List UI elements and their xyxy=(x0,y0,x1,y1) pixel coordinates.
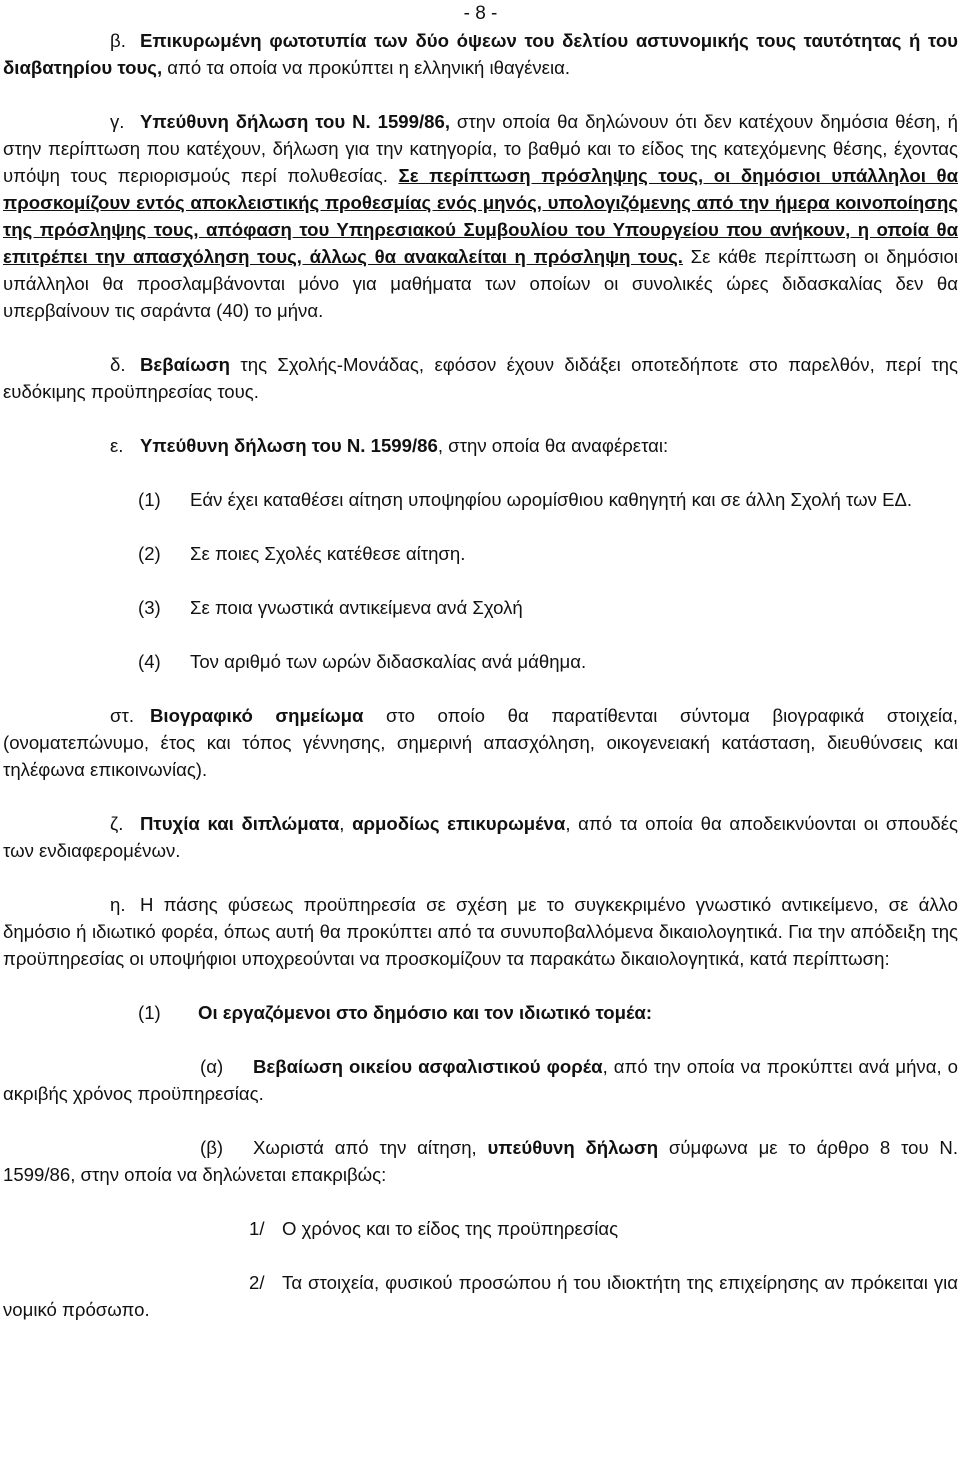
item-h-s1 xyxy=(3,999,958,1026)
item-e-sub-4 xyxy=(3,648,958,675)
item-e-sub-2 xyxy=(3,540,958,567)
item-h-label: η. xyxy=(110,894,126,915)
item-e-sub-2-text: Σε ποιες Σχολές κατέθεσε αίτηση. xyxy=(190,543,466,564)
item-st-label: στ. xyxy=(110,705,134,726)
item-e-sub-3-text: Σε ποια γνωστικά αντικείμενα ανά Σχολή xyxy=(190,597,523,618)
item-h-a-num: (α) xyxy=(200,1056,224,1077)
item-z-title1: Πτυχία και διπλώματα xyxy=(140,813,340,834)
item-d xyxy=(3,351,958,405)
item-e-text: , στην οποία θα αναφέρεται: xyxy=(437,435,669,456)
item-h-list-2-num: 2/ xyxy=(249,1272,265,1293)
item-h-a-title: Βεβαίωση οικείου ασφαλιστικού φορέα xyxy=(253,1056,603,1077)
item-h-list-1 xyxy=(3,1215,958,1242)
item-e-title: Υπεύθυνη δήλωση του Ν. xyxy=(140,435,366,456)
item-h-list-2 xyxy=(3,1269,958,1323)
item-h-s1-title: Οι εργαζόμενοι στο δημόσιο και τον ιδιωτικό τομέα: xyxy=(198,1002,653,1023)
item-e-sub-3-num: (3) xyxy=(138,597,161,618)
item-e-sub-4-text: Τον αριθμό των ωρών διδασκαλίας ανά μάθημα. xyxy=(190,651,587,672)
item-st xyxy=(3,702,958,783)
item-b-label: β. xyxy=(110,30,126,51)
item-c-text2: Σε κάθε περίπτωση οι δημόσιοι υπάλληλοι θα προσλαμβάνονται μόνο για μαθήματα των οποίων οι συνολικές ώρες διδασκαλίας δεν θα υπερβαίνουν τις σαράντα (40) το μήνα. xyxy=(3,246,959,321)
item-b-text: από τα οποία να προκύπτει η ελληνική ιθαγένεια. xyxy=(162,57,570,78)
item-z-sep: , xyxy=(339,813,353,834)
item-e-sub-1-num: (1) xyxy=(138,489,161,510)
item-h-b-text1: Χωριστά από την αίτηση, xyxy=(253,1137,488,1158)
item-c-underlined: Σε περίπτωση πρόσληψης τους, οι δημόσιοι υπάλληλοι θα προσκομίζουν εντός αποκλειστικής προθεσμίας ενός μηνός, υπολογιζόμενης από την ήμερα κοινοποίησης της πρόσληψης τους, απόφαση του Υπηρεσιακού Συμβουλίου του Υπουργείου που ανήκουν, η οποία θα επιτρέπει την απασχόληση τους, άλλως θα ανακαλείται η πρόσληψη τους. xyxy=(3,165,958,267)
item-h-a xyxy=(3,1053,958,1107)
item-c xyxy=(3,108,958,324)
item-e-sub-1-text: Εάν έχει καταθέσει αίτηση υποψηφίου ωρομίσθιου καθηγητή και σε άλλη Σχολή των ΕΔ. xyxy=(190,489,913,510)
item-z-text: , από τα οποία θα αποδεικνύονται οι σπουδές των ενδιαφερομένων. xyxy=(3,813,958,861)
item-c-law: 1599/86, xyxy=(370,111,450,132)
item-d-label: δ. xyxy=(110,354,126,375)
item-z-label: ζ. xyxy=(110,813,124,834)
item-h-b-title: υπεύθυνη δήλωση xyxy=(487,1137,659,1158)
item-z xyxy=(3,810,958,864)
item-st-title: Βιογραφικό σημείωμα xyxy=(150,705,364,726)
document-page xyxy=(3,0,958,1323)
item-h-list-2-text: Τα στοιχεία, φυσικού προσώπου ή του ιδιοκτήτη της επιχείρησης αν πρόκειται για νομικό πρόσωπο. xyxy=(3,1272,958,1320)
item-c-label: γ. xyxy=(110,111,125,132)
item-h xyxy=(3,891,958,972)
item-d-title: Βεβαίωση xyxy=(140,354,230,375)
item-h-text: Η πάσης φύσεως προϋπηρεσία σε σχέση με το συγκεκριμένο γνωστικό αντικείμενο, σε άλλο δημόσιο ή ιδιωτικό φορέα, όπως αυτή θα προκύπτει από τα συνυποβαλλόμενα δικαιολογητικά. Για την απόδειξη της προϋπηρεσίας οι υποψήφιοι υποχρεούνται να προσκομίζουν τα παρακάτω δικαιολογητικά, κατά περίπτωση: xyxy=(3,894,958,969)
item-d-text: της Σχολής-Μονάδας, εφόσον έχουν διδάξει οποτεδήποτε στο παρελθόν, περί της ευδόκιμης προϋπηρεσίας τους. xyxy=(3,354,958,402)
item-h-a-text: , από την οποία να προκύπτει ανά μήνα, ο ακριβής χρόνος προϋπηρεσίας. xyxy=(3,1056,958,1104)
item-b-title: Επικυρωμένη φωτοτυπία των δύο όψεων του δελτίου αστυνομικής τους ταυτότητας ή του διαβατηρίου τους, xyxy=(3,30,958,78)
item-h-s1-num: (1) xyxy=(138,1002,161,1023)
item-e-sub-1 xyxy=(3,486,958,513)
item-c-text1: στην οποία θα δηλώνουν ότι δεν κατέχουν δημόσια θέση, ή στην περίπτωση που κατέχουν, δήλωση για την κατηγορία, το βαθμό και το είδος της κατεχόμενης θέσης, έχοντας υπόψη τους περιορισμούς περί πολυθεσίας. xyxy=(3,111,958,186)
item-c-title: Υπεύθυνη δήλωση του Ν. xyxy=(140,111,371,132)
item-e-law: 1599/86 xyxy=(365,435,438,456)
item-e-sub-4-num: (4) xyxy=(138,651,161,672)
item-h-list-1-text: Ο χρόνος και το είδος της προϋπηρεσίας xyxy=(282,1218,619,1239)
item-h-b-text2: σύμφωνα με το άρθρο 8 του Ν. 1599/86, στην οποία να δηλώνεται επακριβώς: xyxy=(3,1137,958,1185)
item-e-sub-3 xyxy=(3,594,958,621)
item-e-label: ε. xyxy=(110,435,124,456)
item-b xyxy=(3,27,958,81)
item-st-text: στο οποίο θα παρατίθενται σύντομα βιογραφικά στοιχεία, (ονοματεπώνυμο, έτος και τόπος γέννησης, σημερινή απασχόληση, οικογενειακή κατάσταση, διευθύνσεις και τηλέφωνα επικοινωνίας). xyxy=(3,705,958,780)
item-h-list-1-num: 1/ xyxy=(249,1218,265,1239)
item-h-b xyxy=(3,1134,958,1188)
item-e-sub-2-num: (2) xyxy=(138,543,161,564)
item-z-title2: αρμοδίως επικυρωμένα xyxy=(352,813,566,834)
item-e xyxy=(3,432,958,459)
page-number: - 8 - xyxy=(463,3,498,24)
item-h-b-num: (β) xyxy=(200,1137,224,1158)
